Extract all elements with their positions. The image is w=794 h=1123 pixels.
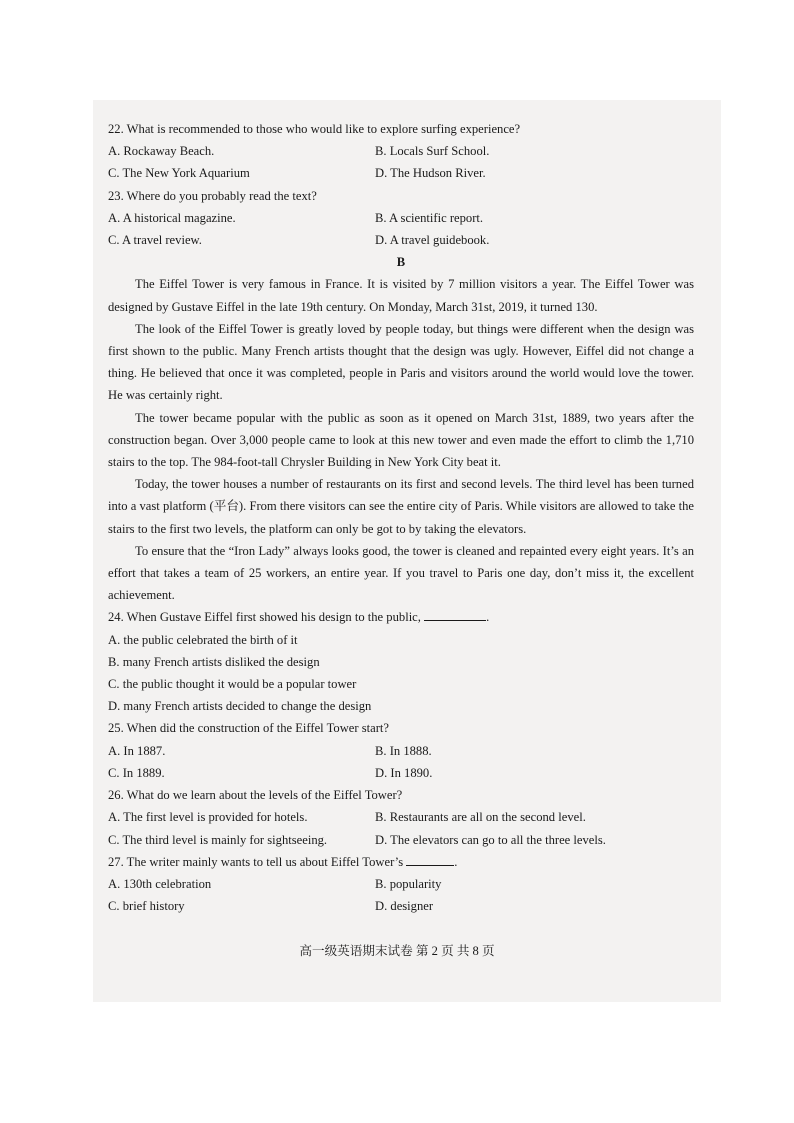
question-25-option-b: B. In 1888. [375, 743, 432, 758]
question-22-option-b: B. Locals Surf School. [375, 144, 490, 159]
question-25-option-a: A. In 1887. [108, 743, 166, 758]
passage-paragraph: The look of the Eiffel Tower is greatly loved by people today, but things were different when the design was first shown to the public. Many French artists thought that the design was ugly. However, Eiffel did not change a thing. He believed that once it was completed, people in Paris and visitors around the world would love the tower. He was certainly right. [108, 321, 694, 403]
question-24-stem-end: . [486, 610, 490, 625]
question-22-option-d: D. The Hudson River. [375, 166, 486, 181]
section-heading: B [396, 255, 406, 270]
question-27-stem-end: . [454, 854, 458, 869]
question-27-options-row-2 [108, 895, 694, 917]
question-27-option-b: B. popularity [375, 876, 442, 891]
question-24-option-b: B. many French artists disliked the design [108, 654, 320, 669]
question-25-option-d: D. In 1890. [375, 765, 433, 780]
question-24-option-d: D. many French artists decided to change the design [108, 699, 372, 714]
question-25-options-row-1 [108, 740, 694, 762]
exam-content [108, 118, 694, 917]
question-27-option-d: D. designer [375, 899, 434, 914]
question-26-option-b: B. Restaurants are all on the second level. [375, 810, 586, 825]
page-footer: 高一级英语期末试卷 第 2 页 共 8 页 [299, 944, 495, 958]
question-26-option-d: D. The elevators can go to all the three levels. [375, 832, 606, 847]
question-23-options-row-2 [108, 229, 694, 251]
question-26-options-row-2 [108, 829, 694, 851]
passage-paragraph: The Eiffel Tower is very famous in France. It is visited by 7 million visitors a year. The Eiffel Tower was designed by Gustave Eiffel in the late 19th century. On Monday, March 31st, 2019, it turned 130. [108, 277, 694, 314]
passage-paragraph: Today, the tower houses a number of restaurants on its first and second levels. The third level has been turned into a vast platform (平台). From there visitors can see the entire city of Paris. While visitors are allowed to take the stairs to the first two levels, the platform can only be got to by taking the elevators. [108, 477, 694, 536]
question-27-option-c: C. brief history [108, 899, 185, 914]
question-23-option-a: A. A historical magazine. [108, 210, 236, 225]
answer-blank [424, 608, 486, 621]
question-26-options-row-1 [108, 806, 694, 828]
question-27-stem-text: 27. The writer mainly wants to tell us about Eiffel Tower’s [108, 854, 404, 869]
question-23-options-row-1 [108, 207, 694, 229]
question-24-stem [108, 606, 694, 628]
answer-blank [406, 853, 454, 866]
question-25-options-row-2 [108, 762, 694, 784]
question-23-option-b: B. A scientific report. [375, 210, 484, 225]
question-25-option-c: C. In 1889. [108, 765, 165, 780]
question-25-stem: 25. When did the construction of the Eiffel Tower start? [108, 721, 390, 736]
question-27-stem [108, 851, 694, 873]
question-23-stem: 23. Where do you probably read the text? [108, 188, 317, 203]
question-22-stem: 22. What is recommended to those who would like to explore surfing experience? [108, 122, 521, 136]
question-23-option-c: C. A travel review. [108, 233, 202, 248]
question-24-stem-text: 24. When Gustave Eiffel first showed his design to the public, [108, 610, 421, 625]
question-23-option-d: D. A travel guidebook. [375, 233, 490, 248]
question-22-options-row-2 [108, 162, 694, 184]
question-24-option-c: C. the public thought it would be a popular tower [108, 677, 357, 692]
question-26-option-c: C. The third level is mainly for sightseeing. [108, 832, 328, 847]
question-22-options-row-1 [108, 140, 694, 162]
question-26-stem: 26. What do we learn about the levels of the Eiffel Tower? [108, 788, 403, 803]
passage-paragraph: The tower became popular with the public as soon as it opened on March 31st, 1889, two years after the construction began. Over 3,000 people came to look at this new tower and even made the effort to climb the 1,710 stairs to the top. The 984-foot-tall Chrysler Building in New York City beat it. [108, 410, 694, 470]
question-27-options-row-1 [108, 873, 694, 895]
question-22-option-c: C. The New York Aquarium [108, 166, 250, 181]
question-26-option-a: A. The first level is provided for hotels. [108, 810, 308, 825]
question-24-option-a: A. the public celebrated the birth of it [108, 632, 298, 647]
question-22-option-a: A. Rockaway Beach. [108, 144, 215, 159]
question-27-option-a: A. 130th celebration [108, 876, 212, 891]
passage-paragraph: To ensure that the “Iron Lady” always looks good, the tower is cleaned and repainted every eight years. It’s an effort that takes a team of 25 workers, an entire year. If you travel to Paris one day, don’t miss it, the excellent achievement. [108, 543, 694, 603]
